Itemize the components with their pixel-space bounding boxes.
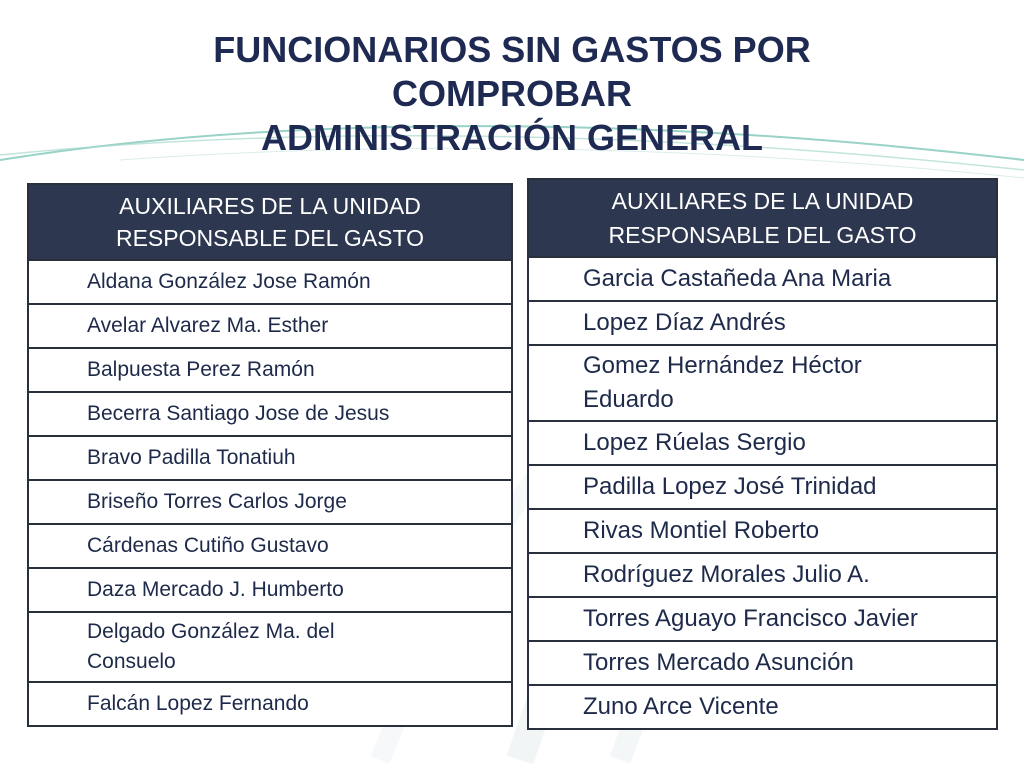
table-row bbox=[528, 465, 997, 509]
staff-name-cell: Briseño Torres Carlos Jorge bbox=[28, 480, 512, 524]
table-row bbox=[528, 553, 997, 597]
page-title bbox=[0, 28, 1024, 160]
staff-name-cell: Cárdenas Cutiño Gustavo bbox=[28, 524, 512, 568]
staff-name-cell: Balpuesta Perez Ramón bbox=[28, 348, 512, 392]
table-row bbox=[528, 597, 997, 641]
title-line-1: FUNCIONARIOS SIN GASTOS POR bbox=[213, 29, 811, 70]
right-staff-table bbox=[527, 178, 998, 730]
staff-name-cell: Avelar Alvarez Ma. Esther bbox=[28, 304, 512, 348]
table-row bbox=[528, 301, 997, 345]
right-table-header bbox=[528, 179, 997, 257]
header-line-1: AUXILIARES DE LA UNIDAD bbox=[611, 188, 914, 214]
header-line-2: RESPONSABLE DEL GASTO bbox=[115, 225, 425, 251]
table-header-row bbox=[528, 179, 997, 257]
table-row bbox=[28, 524, 512, 568]
table-row bbox=[28, 612, 512, 682]
table-row bbox=[28, 480, 512, 524]
table-row bbox=[28, 304, 512, 348]
staff-name-cell: Falcán Lopez Fernando bbox=[28, 682, 512, 726]
staff-name-cell: Torres Aguayo Francisco Javier bbox=[528, 597, 997, 641]
staff-name-cell: Zuno Arce Vicente bbox=[528, 685, 997, 729]
staff-name-cell: Rivas Montiel Roberto bbox=[528, 509, 997, 553]
staff-name-cell: Delgado González Ma. del Consuelo bbox=[28, 612, 512, 682]
staff-name-cell: Lopez Díaz Andrés bbox=[528, 301, 997, 345]
staff-name-cell: Torres Mercado Asunción bbox=[528, 641, 997, 685]
title-line-3: ADMINISTRACIÓN GENERAL bbox=[261, 117, 763, 158]
table-row bbox=[528, 509, 997, 553]
staff-name-cell: Garcia Castañeda Ana Maria bbox=[528, 257, 997, 301]
staff-name-cell: Daza Mercado J. Humberto bbox=[28, 568, 512, 612]
table-row bbox=[528, 257, 997, 301]
table-row bbox=[28, 260, 512, 304]
title-line-2: COMPROBAR bbox=[392, 73, 632, 114]
table-row bbox=[528, 685, 997, 729]
staff-name-cell: Gomez Hernández Héctor Eduardo bbox=[528, 345, 997, 421]
table-row bbox=[28, 682, 512, 726]
staff-name-cell: Aldana González Jose Ramón bbox=[28, 260, 512, 304]
table-row bbox=[528, 641, 997, 685]
staff-name-cell: Bravo Padilla Tonatiuh bbox=[28, 436, 512, 480]
table-row bbox=[528, 421, 997, 465]
left-staff-table bbox=[27, 183, 513, 727]
table-row bbox=[28, 392, 512, 436]
staff-name-cell: Lopez Rúelas Sergio bbox=[528, 421, 997, 465]
table-row bbox=[28, 348, 512, 392]
staff-name-cell: Padilla Lopez José Trinidad bbox=[528, 465, 997, 509]
table-row bbox=[28, 568, 512, 612]
table-row bbox=[528, 345, 997, 421]
header-line-2: RESPONSABLE DEL GASTO bbox=[608, 222, 917, 248]
left-table-header bbox=[28, 184, 512, 260]
table-row bbox=[28, 436, 512, 480]
staff-name-cell: Becerra Santiago Jose de Jesus bbox=[28, 392, 512, 436]
table-header-row bbox=[28, 184, 512, 260]
header-line-1: AUXILIARES DE LA UNIDAD bbox=[119, 193, 421, 219]
staff-name-cell: Rodríguez Morales Julio A. bbox=[528, 553, 997, 597]
